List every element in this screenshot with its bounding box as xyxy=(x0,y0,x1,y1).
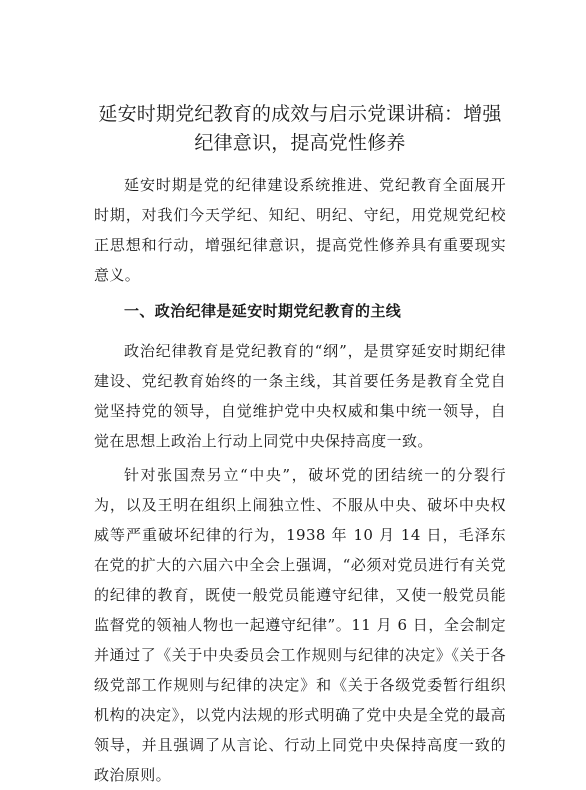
intro-paragraph: 延安时期是党的纪律建设系统推进、党纪教育全面展开时期，对我们今天学纪、知纪、明纪、守纪，用党规党纪校正思想和行动，增强纪律意识，提高党性修养具有重要现实意义。 xyxy=(94,176,506,284)
document-title: 延安时期党纪教育的成效与启示党课讲稿：增强纪律意识，提高党性修养 xyxy=(98,103,502,154)
section-heading: 一、政治纪律是延安时期党纪教育的主线 xyxy=(124,302,402,320)
section-paragraph-2: 针对张国焘另立“中央”，破坏党的团结统一的分裂行为，以及王明在组织上闹独立性、不服从中央、破坏中央权威等严重破坏纪律的行为，1938 年 10 月 14 日，毛泽东在党的扩大的六届六中全会上强调，“必须对党员进行有关党的纪律的教育，既使一般党员能遵守纪律，又使一般党员能监督党的领袖人物也一起遵守纪律”。11 月 6 日，全会制定并通过了《关于中央委员会工作规则与纪律的决定》《关于各级党部工作规则与纪律的决定》和《关于各级党委暂行组织机构的决定》，以党内法规的形式明确了党中央是全党的最高领导，并且强调了从言论、行动上同党中央保持高度一致的政治原则。 xyxy=(94,466,506,784)
section-paragraph-1: 政治纪律教育是党纪教育的“纲”，是贯穿延安时期纪律建设、党纪教育始终的一条主线，其首要任务是教育全党自觉坚持党的领导，自觉维护党中央权威和集中统一领导，自觉在思想上政治上行动上同党中央保持高度一致。 xyxy=(94,342,506,450)
